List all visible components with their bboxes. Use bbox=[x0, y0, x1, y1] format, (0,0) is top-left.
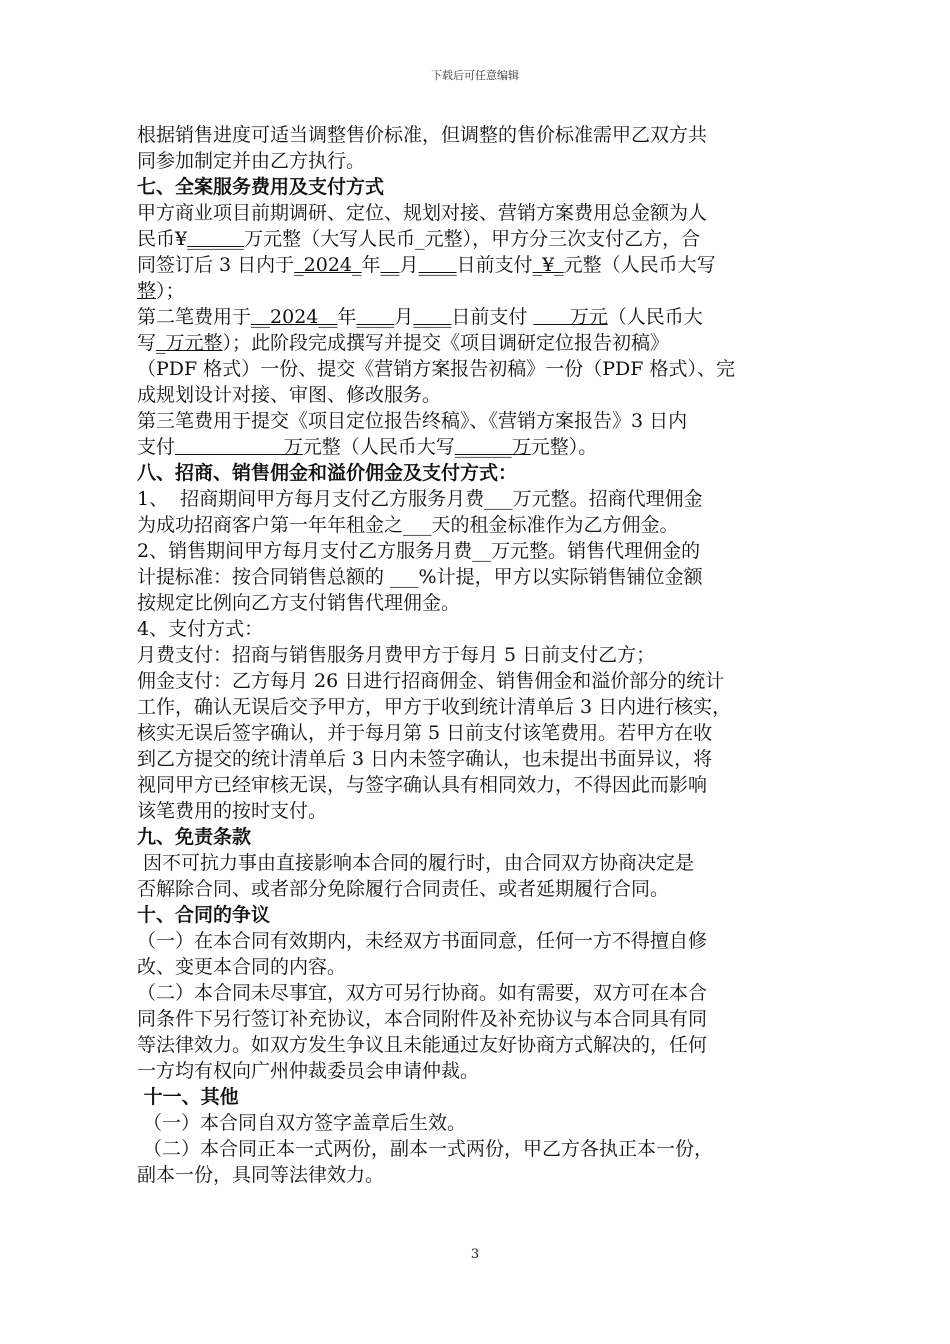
section-heading bbox=[137, 824, 827, 850]
text-line bbox=[137, 278, 827, 304]
text-segment: 月 bbox=[394, 306, 414, 328]
text-segment: 等法律效力。如双方发生争议且未能通过友好协商方式解决的，任何 bbox=[137, 1034, 708, 1056]
section-heading bbox=[137, 460, 827, 486]
text-segment: ）； bbox=[156, 280, 185, 302]
underlined-blank: ____ bbox=[413, 306, 452, 328]
text-segment: 九、免责条款 bbox=[137, 826, 252, 848]
text-segment: （人民币大 bbox=[607, 306, 703, 328]
text-line bbox=[137, 746, 827, 772]
underlined-blank: 万元 bbox=[533, 306, 608, 328]
text-line bbox=[137, 512, 827, 538]
text-segment: 计提标准：按合同销售总额的 ___%计提，甲方以实际销售铺位金额 bbox=[137, 566, 703, 588]
text-segment: 年 bbox=[361, 254, 381, 276]
text-segment: ）；此阶段完成撰写并提交《项目调研定位报告初稿》 bbox=[222, 332, 670, 354]
text-line bbox=[137, 720, 827, 746]
text-segment: 4、支付方式： bbox=[137, 618, 264, 640]
text-segment: 民币¥ bbox=[137, 228, 188, 250]
text-segment: 按规定比例向乙方支付销售代理佣金。 bbox=[137, 592, 461, 614]
text-segment: 为成功招商客户第一年年租金之___天的租金标准作为乙方佣金。 bbox=[137, 514, 679, 536]
text-segment: 八、招商、销售佣金和溢价佣金及支付方式： bbox=[137, 462, 518, 484]
underlined-blank: ____ bbox=[356, 306, 395, 328]
text-line bbox=[137, 668, 827, 694]
text-segment: （二）本合同正本一式两份，副本一式两份，甲乙方各执正本一份， bbox=[137, 1138, 714, 1160]
text-line bbox=[137, 1006, 827, 1032]
text-line bbox=[137, 330, 827, 356]
text-segment: 日前支付 bbox=[451, 306, 534, 328]
text-segment: 否解除合同、或者部分免除履行合同责任、或者延期履行合同。 bbox=[137, 878, 670, 900]
text-segment: 视同甲方已经审核无误，与签字确认具有相同效力，不得因此而影响 bbox=[137, 774, 708, 796]
text-line bbox=[137, 408, 827, 434]
text-line bbox=[137, 772, 827, 798]
section-heading bbox=[137, 902, 827, 928]
underlined-blank: ____ bbox=[418, 254, 457, 276]
text-segment: 同签订后 3 日内于 bbox=[137, 254, 295, 276]
text-line bbox=[137, 382, 827, 408]
document-body bbox=[137, 122, 827, 1188]
text-segment: 日前支付 bbox=[456, 254, 533, 276]
text-segment: 1、 招商期间甲方每月支付乙方服务月费___万元整。招商代理佣金 bbox=[137, 488, 703, 510]
underlined-blank: _万元整 bbox=[156, 332, 223, 354]
text-line bbox=[137, 616, 827, 642]
text-segment: 副本一份，具同等法律效力。 bbox=[137, 1164, 385, 1186]
text-segment: 元整（人民币大写 bbox=[563, 254, 716, 276]
text-segment: 核实无误后签字确认，并于每月第 5 日前支付该笔费用。若甲方在收 bbox=[137, 722, 713, 744]
text-segment: 写 bbox=[137, 332, 157, 354]
text-line bbox=[137, 590, 827, 616]
text-segment: 支付 bbox=[137, 436, 176, 458]
section-heading bbox=[137, 174, 827, 200]
text-segment: 根据销售进度可适当调整售价标准，但调整的售价标准需甲乙双方共 bbox=[137, 124, 708, 146]
text-line bbox=[137, 252, 827, 278]
text-segment: 月费支付：招商与销售服务月费甲方于每月 5 日前支付乙方； bbox=[137, 644, 656, 666]
text-segment: 同条件下另行签订补充协议，本合同附件及补充协议与本合同具有同 bbox=[137, 1008, 708, 1030]
text-segment: 到乙方提交的统计清单后 3 日内未签字确认，也未提出书面异议，将 bbox=[137, 748, 713, 770]
text-line bbox=[137, 1136, 827, 1162]
underlined-blank: 整 bbox=[137, 280, 157, 302]
text-line bbox=[137, 1110, 827, 1136]
text-line bbox=[137, 356, 827, 382]
text-segment: 佣金支付：乙方每月 26 日进行招商佣金、销售佣金和溢价部分的统计 bbox=[137, 670, 725, 692]
text-segment: 第二笔费用于 bbox=[137, 306, 252, 328]
text-line bbox=[137, 694, 827, 720]
text-line bbox=[137, 564, 827, 590]
underlined-blank: _2024_ bbox=[294, 254, 362, 276]
text-line bbox=[137, 954, 827, 980]
text-line bbox=[137, 850, 827, 876]
text-line bbox=[137, 642, 827, 668]
text-segment: 七、全案服务费用及支付方式 bbox=[137, 176, 385, 198]
page-number: 3 bbox=[470, 1247, 480, 1262]
text-line bbox=[137, 980, 827, 1006]
text-line bbox=[137, 798, 827, 824]
text-line bbox=[137, 226, 827, 252]
text-line bbox=[137, 1032, 827, 1058]
text-segment: 工作，确认无误后交予甲方，甲方于收到统计清单后 3 日内进行核实， bbox=[137, 696, 732, 718]
text-segment: 甲方商业项目前期调研、定位、规划对接、营销方案费用总金额为人 bbox=[137, 202, 708, 224]
text-segment: 因不可抗力事由直接影响本合同的履行时，由合同双方协商决定是 bbox=[137, 852, 695, 874]
text-line bbox=[137, 200, 827, 226]
page-header: 下载后可任意编辑 bbox=[431, 69, 519, 82]
text-line bbox=[137, 538, 827, 564]
text-segment: （二）本合同未尽事宜，双方可另行协商。如有需要，双方可在本合 bbox=[137, 982, 708, 1004]
text-segment: 2、销售期间甲方每月支付乙方服务月费__万元整。销售代理佣金的 bbox=[137, 540, 701, 562]
underlined-blank: 万 bbox=[175, 436, 303, 458]
text-segment: 改、变更本合同的内容。 bbox=[137, 956, 347, 978]
underlined-blank: __ bbox=[380, 254, 400, 276]
text-segment: （一）在本合同有效期内，未经双方书面同意，任何一方不得擅自修 bbox=[137, 930, 708, 952]
text-line bbox=[137, 876, 827, 902]
text-segment: 元整（人民币大写 bbox=[302, 436, 455, 458]
text-line bbox=[137, 928, 827, 954]
text-segment: （PDF 格式）一份、提交《营销方案报告初稿》一份（PDF 格式）、完 bbox=[137, 358, 735, 380]
text-segment: 十一、其他 bbox=[137, 1086, 239, 1108]
underlined-blank: ______ bbox=[187, 228, 245, 250]
underlined-blank: __2024__ bbox=[251, 306, 338, 328]
text-line bbox=[137, 148, 827, 174]
text-segment: 同参加制定并由乙方执行。 bbox=[137, 150, 366, 172]
text-line bbox=[137, 1058, 827, 1084]
text-line bbox=[137, 122, 827, 148]
text-segment: 万元整（大写人民币_元整），甲方分三次支付乙方，合 bbox=[244, 228, 701, 250]
underlined-blank: ______万 bbox=[454, 436, 531, 458]
text-line bbox=[137, 486, 827, 512]
text-line bbox=[137, 434, 827, 460]
text-segment: 第三笔费用于提交《项目定位报告终稿》、《营销方案报告》3 日内 bbox=[137, 410, 688, 432]
text-segment: 一方均有权向广州仲裁委员会申请仲裁。 bbox=[137, 1060, 480, 1082]
text-segment: 该笔费用的按时支付。 bbox=[137, 800, 328, 822]
underlined-blank: _¥_ bbox=[532, 254, 564, 276]
text-segment: 十、合同的争议 bbox=[137, 904, 271, 926]
text-segment: （一）本合同自双方签字盖章后生效。 bbox=[137, 1112, 467, 1134]
text-line bbox=[137, 1162, 827, 1188]
text-segment: 月 bbox=[399, 254, 419, 276]
text-segment: 年 bbox=[337, 306, 357, 328]
text-segment: 成规划设计对接、审图、修改服务。 bbox=[137, 384, 442, 406]
text-segment: 元整）。 bbox=[530, 436, 598, 458]
text-line bbox=[137, 304, 827, 330]
section-heading bbox=[137, 1084, 827, 1110]
